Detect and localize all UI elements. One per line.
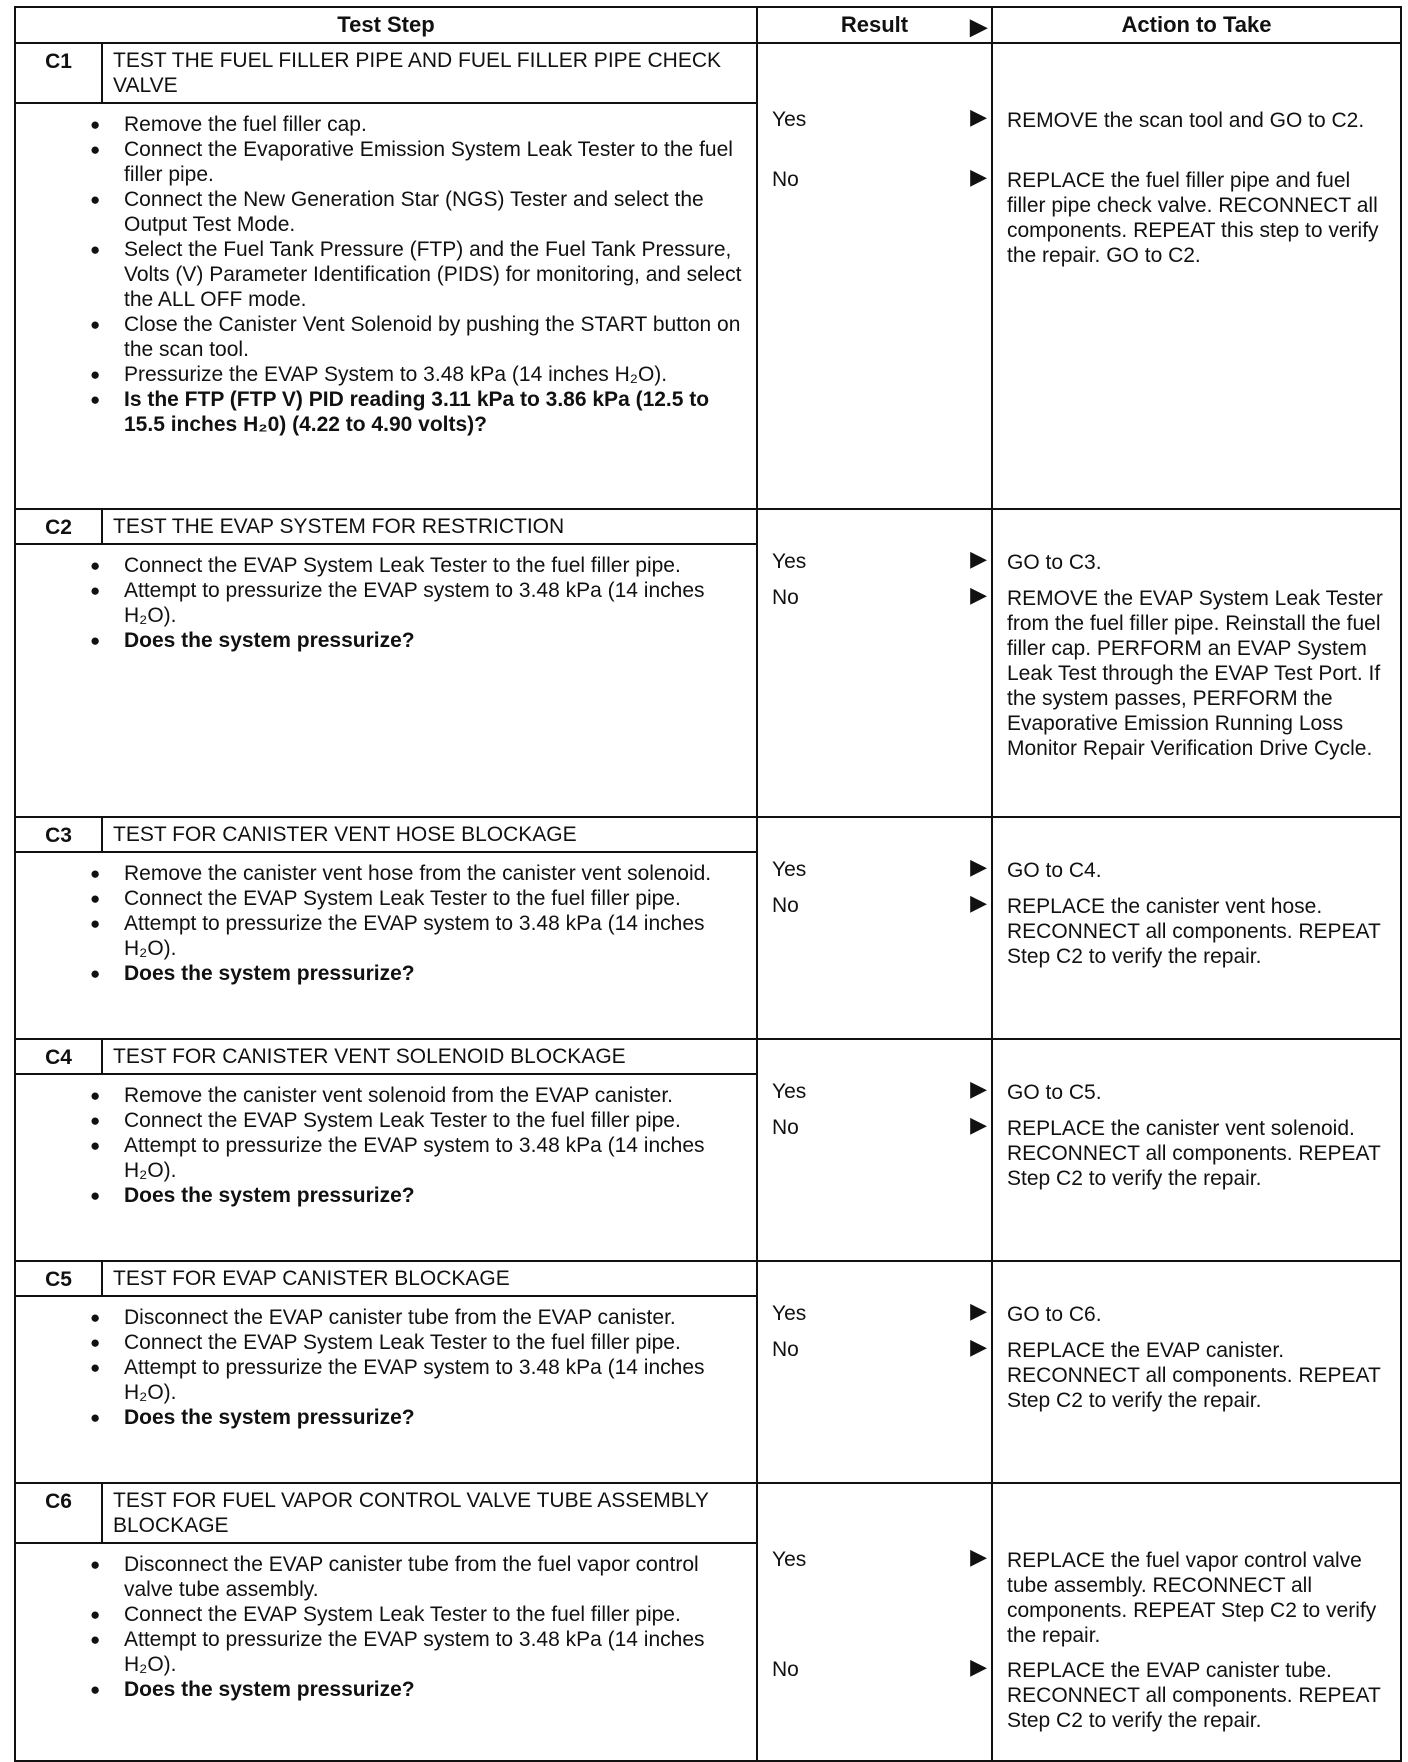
result-yes: Yes: [772, 108, 807, 131]
step-title: TEST FOR CANISTER VENT HOSE BLOCKAGE: [113, 823, 577, 846]
list-item: ● Select the Fuel Tank Pressure (FTP) and the Fuel Tank Pressure, Volts (V) Parameter Identification (PIDS) for monitoring, and select the ALL OFF mode.: [124, 237, 746, 312]
step-question: ● Does the system pressurize?: [124, 628, 746, 653]
result-cell: [757, 509, 992, 817]
yes-action: GO to C3.: [1007, 551, 1102, 574]
action-cell: [992, 1039, 1401, 1261]
action-header: Action to Take: [992, 7, 1401, 43]
arrow-right-icon: ▶: [970, 854, 987, 879]
test-step-row-c4: [15, 1039, 1401, 1261]
step-question: ● Is the FTP (FTP V) PID reading 3.11 kPa to 3.86 kPa (12.5 to 15.5 inches H₂0) (4.22 to 4.90 volts)?: [124, 387, 746, 437]
yes-action: GO to C4.: [1007, 859, 1102, 882]
list-item: ● Connect the EVAP System Leak Tester to the fuel filler pipe.: [124, 1330, 746, 1355]
result-yes: Yes: [772, 550, 807, 573]
step-heading: [16, 1262, 756, 1297]
step-cell: [15, 1261, 757, 1483]
step-heading: [16, 1484, 756, 1544]
step-instructions: [16, 1075, 756, 1214]
result-cell: [757, 817, 992, 1039]
step-title: TEST FOR CANISTER VENT SOLENOID BLOCKAGE: [113, 1045, 626, 1068]
arrow-right-icon: ▶: [970, 104, 987, 129]
step-instructions: [16, 104, 756, 443]
result-header: [757, 7, 992, 43]
result-cell: [757, 1483, 992, 1761]
list-item: ● Remove the canister vent hose from the canister vent solenoid.: [124, 861, 746, 886]
diagnostic-test-table: [14, 6, 1402, 1762]
list-item: ● Connect the EVAP System Leak Tester to the fuel filler pipe.: [124, 1602, 746, 1627]
result-header-label: Result: [840, 12, 909, 37]
list-item: ● Connect the EVAP System Leak Tester to the fuel filler pipe.: [124, 1108, 746, 1133]
test-step-row-c6: [15, 1483, 1401, 1761]
action-cell: [992, 1483, 1401, 1761]
list-item: ● Remove the canister vent solenoid from the EVAP canister.: [124, 1083, 746, 1108]
no-action: REPLACE the EVAP canister tube. RECONNECT all components. REPEAT Step C2 to verify the repair.: [1007, 1659, 1381, 1732]
action-cell: [992, 509, 1401, 817]
result-cell: [757, 1261, 992, 1483]
result-yes: Yes: [772, 1080, 807, 1103]
no-action: REPLACE the fuel filler pipe and fuel filler pipe check valve. RECONNECT all components. REPEAT this step to verify the repair. GO to C2.: [1007, 169, 1379, 267]
arrow-right-icon: ▶: [970, 582, 987, 607]
result-yes: Yes: [772, 858, 807, 881]
test-step-row-c2: [15, 509, 1401, 817]
list-item: ● Connect the EVAP System Leak Tester to the fuel filler pipe.: [124, 553, 746, 578]
result-no: No: [772, 1658, 799, 1681]
list-item: ● Attempt to pressurize the EVAP system to 3.48 kPa (14 inches H₂O).: [124, 911, 746, 961]
result-no: No: [772, 1116, 799, 1139]
list-item: ● Connect the EVAP System Leak Tester to the fuel filler pipe.: [124, 886, 746, 911]
no-action: REMOVE the EVAP System Leak Tester from the fuel filler pipe. Reinstall the fuel filler cap. PERFORM an EVAP System Leak Test through the EVAP Test Port. If the system passes, PERFORM the Evaporative Emission Running Loss Monitor Repair Verification Drive Cycle.: [1007, 587, 1383, 760]
step-heading: [16, 1040, 756, 1075]
result-no: No: [772, 894, 799, 917]
step-heading: [16, 44, 756, 104]
table-header-row: [15, 7, 1401, 43]
yes-action: REMOVE the scan tool and GO to C2.: [1007, 109, 1365, 132]
arrow-right-icon: ▶: [970, 1544, 987, 1569]
result-cell: [757, 1039, 992, 1261]
action-cell: [992, 1261, 1401, 1483]
result-no: No: [772, 1338, 799, 1361]
step-question: ● Does the system pressurize?: [124, 1183, 746, 1208]
no-action: REPLACE the canister vent solenoid. RECONNECT all components. REPEAT Step C2 to verify the repair.: [1007, 1117, 1381, 1190]
step-id: C5: [16, 1262, 103, 1295]
list-item: ● Close the Canister Vent Solenoid by pushing the START button on the scan tool.: [124, 312, 746, 362]
step-instructions: [16, 1544, 756, 1708]
action-cell: [992, 43, 1401, 509]
arrow-right-icon: ▶: [970, 890, 987, 915]
arrow-right-icon: ▶: [970, 1112, 987, 1137]
step-id: C4: [16, 1040, 103, 1073]
list-item: ● Attempt to pressurize the EVAP system to 3.48 kPa (14 inches H₂O).: [124, 1355, 746, 1405]
arrow-right-icon: ▶: [970, 1076, 987, 1101]
step-question: ● Does the system pressurize?: [124, 961, 746, 986]
step-title: TEST FOR FUEL VAPOR CONTROL VALVE TUBE ASSEMBLY BLOCKAGE: [113, 1489, 709, 1537]
step-id: C6: [16, 1484, 103, 1542]
list-item: ● Attempt to pressurize the EVAP system to 3.48 kPa (14 inches H₂O).: [124, 578, 746, 628]
arrow-right-icon: ▶: [970, 546, 987, 571]
step-title: TEST THE EVAP SYSTEM FOR RESTRICTION: [113, 515, 565, 538]
step-id: C2: [16, 510, 103, 543]
list-item: ● Attempt to pressurize the EVAP system to 3.48 kPa (14 inches H₂O).: [124, 1133, 746, 1183]
result-no: No: [772, 586, 799, 609]
step-cell: [15, 43, 757, 509]
list-item: ● Pressurize the EVAP System to 3.48 kPa (14 inches H₂O).: [124, 362, 746, 387]
list-item: ● Connect the New Generation Star (NGS) Tester and select the Output Test Mode.: [124, 187, 746, 237]
list-item: ● Attempt to pressurize the EVAP system to 3.48 kPa (14 inches H₂O).: [124, 1627, 746, 1677]
yes-action: GO to C5.: [1007, 1081, 1102, 1104]
step-cell: [15, 1039, 757, 1261]
step-instructions: [16, 853, 756, 992]
step-cell: [15, 817, 757, 1039]
test-step-row-c5: [15, 1261, 1401, 1483]
arrow-right-icon: ▶: [970, 164, 987, 189]
step-question: ● Does the system pressurize?: [124, 1677, 746, 1702]
step-id: C3: [16, 818, 103, 851]
step-instructions: [16, 545, 756, 659]
step-title: TEST THE FUEL FILLER PIPE AND FUEL FILLER PIPE CHECK VALVE: [113, 49, 722, 97]
test-step-row-c1: [15, 43, 1401, 509]
list-item: ● Connect the Evaporative Emission System Leak Tester to the fuel filler pipe.: [124, 137, 746, 187]
arrow-right-icon: ▶: [970, 1298, 987, 1323]
result-yes: Yes: [772, 1302, 807, 1325]
step-title: TEST FOR EVAP CANISTER BLOCKAGE: [113, 1267, 510, 1290]
step-cell: [15, 1483, 757, 1761]
result-yes: Yes: [772, 1548, 807, 1571]
list-item: ● Remove the fuel filler cap.: [124, 112, 746, 137]
result-cell: [757, 43, 992, 509]
yes-action: GO to C6.: [1007, 1303, 1102, 1326]
action-cell: [992, 817, 1401, 1039]
step-instructions: [16, 1297, 756, 1436]
test-step-row-c3: [15, 817, 1401, 1039]
arrow-right-icon: ▶: [970, 1334, 987, 1359]
step-id: C1: [16, 44, 103, 102]
step-cell: [15, 509, 757, 817]
step-heading: [16, 510, 756, 545]
step-heading: [16, 818, 756, 853]
no-action: REPLACE the canister vent hose. RECONNECT all components. REPEAT Step C2 to verify the repair.: [1007, 895, 1381, 968]
list-item: ● Disconnect the EVAP canister tube from the fuel vapor control valve tube assembly.: [124, 1552, 746, 1602]
list-item: ● Disconnect the EVAP canister tube from the EVAP canister.: [124, 1305, 746, 1330]
result-no: No: [772, 168, 799, 191]
step-question: ● Does the system pressurize?: [124, 1405, 746, 1430]
no-action: REPLACE the EVAP canister. RECONNECT all components. REPEAT Step C2 to verify the repair.: [1007, 1339, 1381, 1412]
arrow-right-icon: ▶: [970, 14, 987, 39]
test-step-header: Test Step: [15, 7, 757, 43]
arrow-right-icon: ▶: [970, 1654, 987, 1679]
yes-action: REPLACE the fuel vapor control valve tube assembly. RECONNECT all components. REPEAT Step C2 to verify the repair.: [1007, 1549, 1377, 1647]
